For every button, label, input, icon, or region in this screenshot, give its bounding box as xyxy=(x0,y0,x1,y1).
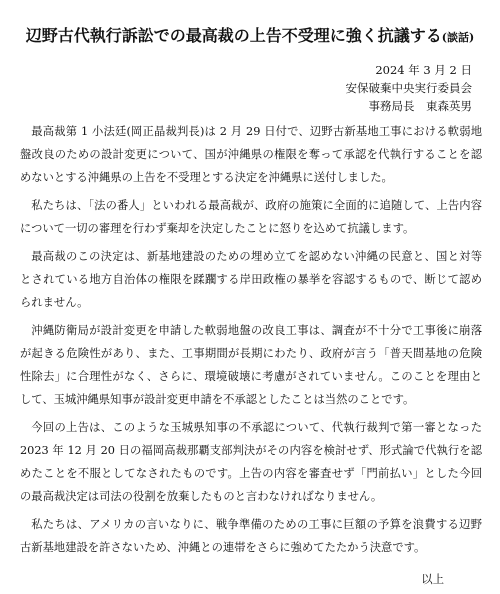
document-date: 2024 年 3 月 2 日 xyxy=(375,63,472,77)
organization-name: 安保破棄中央実行委員会 xyxy=(345,81,472,95)
paragraph-1: 最高裁第 1 小法廷(岡正晶裁判長)は 2 月 29 日付で、辺野古新基地工事における軟弱地盤改良のための設計変更について、国が沖縄県の権限を奪って承認を代執行することを認めないとする沖縄県の上告を不受理とする決定を沖縄県に送付しました。 xyxy=(20,125,482,184)
document-meta xyxy=(346,61,473,115)
title-suffix: (談話) xyxy=(441,31,475,44)
document-body xyxy=(20,120,482,564)
paragraph-3: 最高裁のこの決定は、新基地建設のための埋め立てを認めない沖縄の民意と、国と対等とされている地方自治体の権限を蹂躙する岸田政権の暴挙を容認するもので、断じて認められません。 xyxy=(20,250,482,309)
paragraph-2: 私たちは、「法の番人」といわれる最高裁が、政府の施策に全面的に追随して、上告内容について一切の審理を行わず棄却を決定したことに怒りを込めて抗議します。 xyxy=(20,199,482,235)
paragraph-4: 沖縄防衛局が設計変更を申請した軟弱地盤の改良工事は、調査が不十分で工事後に崩落が起きる危険性があり、また、工事期間が長期にわたり、政府が言う「普天間基地の危険性除去」に合理性がなく、さらに、環境破壊に考慮がされていません。このことを理由として、玉城沖縄県知事が設計変更申請を不承認としたことは当然のことです。 xyxy=(20,324,482,406)
document-title xyxy=(0,26,500,48)
title-text: 辺野古代執行訴訟での最高裁の上告不受理に強く抗議する xyxy=(25,26,442,45)
paragraph-5: 今回の上告は、このような玉城県知事の不承認について、代執行裁判で第一審となった 2023 年 12 月 20 日の福岡高裁那覇支部判決がその内容を検討せず、形式論で代執行を認めたことを不服としてなされたものです。上告の内容を審査せず「門前払い」とした今回の最高裁決定は司法の役割を放棄したものと言わなければなりません。 xyxy=(20,421,482,503)
author-name: 事務局長 東森英男 xyxy=(368,99,472,113)
closing-mark: 以上 xyxy=(421,573,444,586)
paragraph-6: 私たちは、アメリカの言いなりに、戦争準備のための工事に巨額の予算を浪費する辺野古新基地建設を許さないため、沖縄との連帯をさらに強めてたたかう決意です。 xyxy=(20,518,482,554)
